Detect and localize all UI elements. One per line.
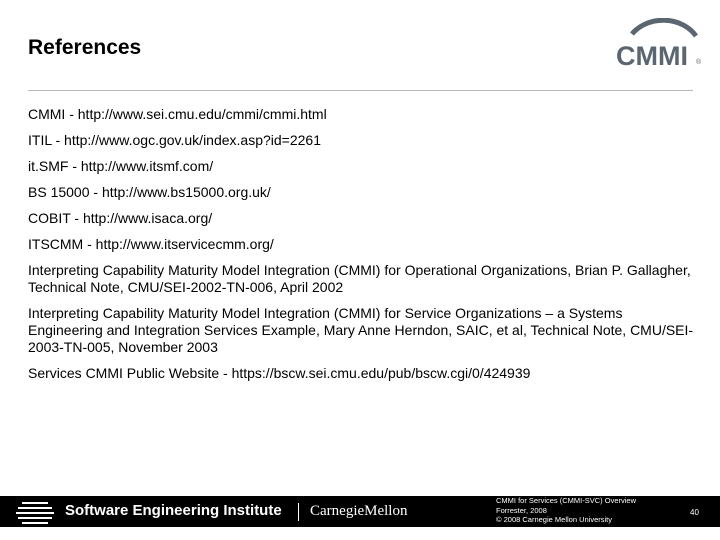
footer-info-line: CMMI for Services (CMMI-SVC) Overview bbox=[496, 496, 637, 505]
logo-text: CMMI bbox=[616, 41, 688, 71]
slide-number: 40 bbox=[690, 508, 699, 517]
reference-item: it.SMF - http://www.itsmf.com/ bbox=[28, 158, 214, 174]
reference-item: BS 15000 - http://www.bs15000.org.uk/ bbox=[28, 184, 271, 200]
footer-info bbox=[496, 496, 636, 525]
reference-item: CMMI - http://www.sei.cmu.edu/cmmi/cmmi.html bbox=[28, 106, 327, 122]
reference-item: Interpreting Capability Maturity Model Integration (CMMI) for Operational Organizations, Brian P. Gallagher, Technical Note, CMU/SEI-2002-TN-006, April 2002 bbox=[28, 262, 691, 295]
title-divider bbox=[28, 90, 693, 91]
footer-info-line: Forrester, 2008 bbox=[496, 505, 547, 515]
reference-item: ITSCMM - http://www.itservicecmm.org/ bbox=[28, 236, 274, 252]
cmmi-logo bbox=[612, 18, 704, 76]
footer-info-line: © 2008 Carnegie Mellon University bbox=[496, 515, 612, 524]
reference-list bbox=[28, 106, 698, 391]
reference-item: Interpreting Capability Maturity Model Integration (CMMI) for Service Organizations – a Systems Engineering and Integration Services Example, Mary Anne Herndon, SAIC, et al, Technical Note, CMU/SEI-2003-TN-005, November 2003 bbox=[28, 305, 694, 355]
logo-registered-mark: ® bbox=[696, 59, 702, 66]
footer-org-name: Software Engineering Institute bbox=[65, 502, 282, 519]
page-title: References bbox=[28, 36, 142, 59]
footer-bar bbox=[0, 496, 720, 527]
reference-item: Services CMMI Public Website - https://bscw.sei.cmu.edu/pub/bscw.cgi/0/424939 bbox=[28, 365, 531, 381]
logo-swoosh-icon bbox=[632, 20, 696, 36]
footer-university: CarnegieMellon bbox=[310, 503, 408, 519]
reference-item: COBIT - http://www.isaca.org/ bbox=[28, 210, 213, 226]
footer-separator bbox=[298, 503, 299, 521]
reference-item: ITIL - http://www.ogc.gov.uk/index.asp?id=2261 bbox=[28, 132, 322, 148]
sei-logo-icon bbox=[14, 500, 60, 524]
